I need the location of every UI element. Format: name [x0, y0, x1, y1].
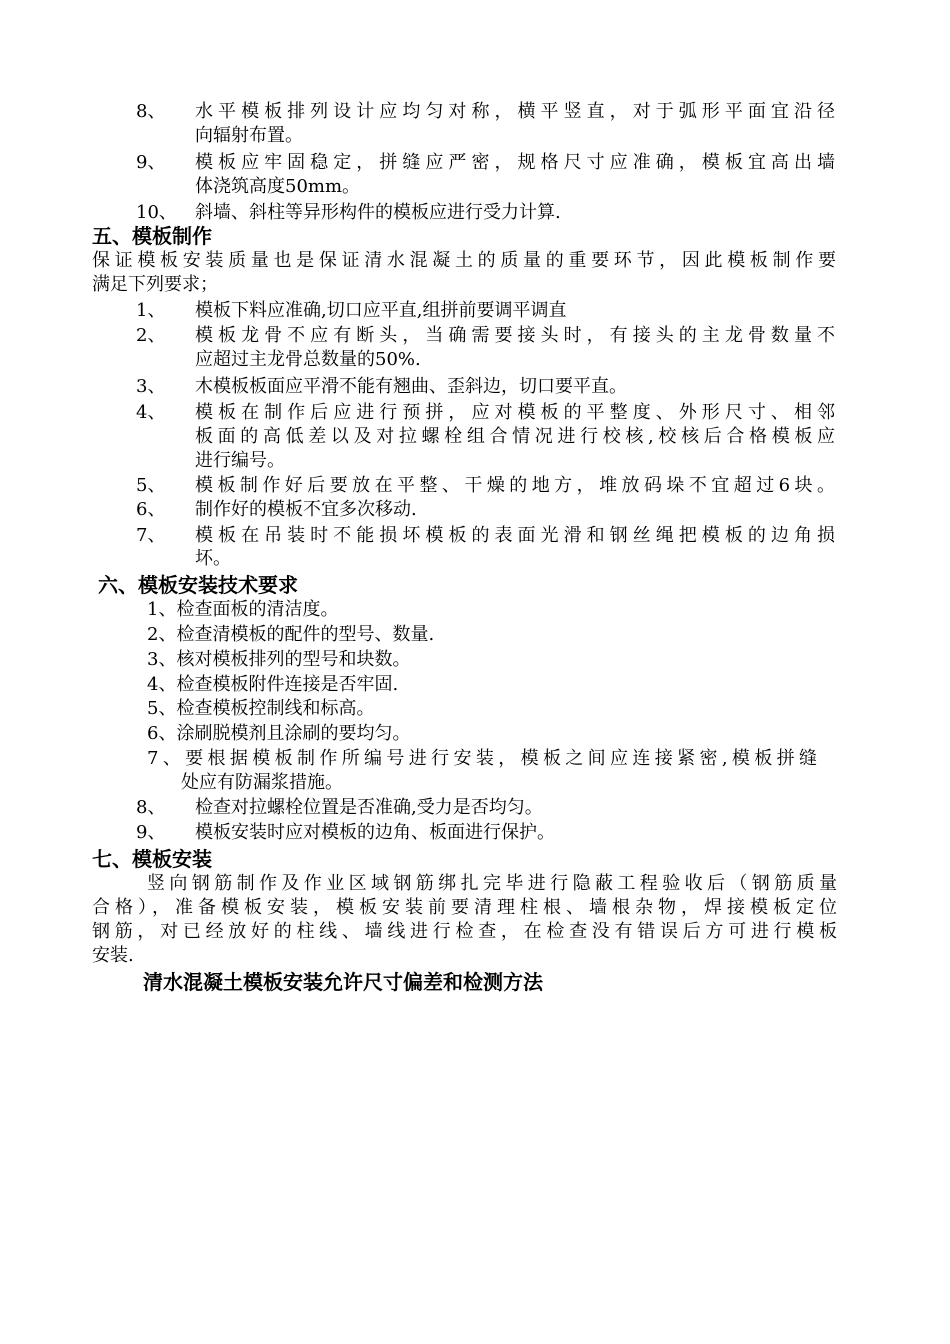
list-number: 2、 [136, 325, 166, 346]
table-title: 清水混凝土模板安装允许尺寸偏差和检测方法 [143, 970, 543, 994]
section-heading: 六、模板安装技术要求 [98, 573, 298, 597]
check-item: 5、检查模板控制线和标高。 [147, 698, 375, 719]
list-number: 8、 [136, 797, 166, 818]
list-number: 10、 [136, 202, 177, 223]
check-item: 处应有防漏浆措施。 [181, 772, 343, 793]
list-number: 3、 [136, 376, 166, 397]
list-number: 7、 [136, 525, 166, 546]
list-item-text: 模板龙骨不应有断头，当确需要接头时，有接头的主龙骨数量不 [195, 325, 835, 346]
check-item: 1、检查面板的清洁度。 [147, 599, 339, 620]
list-item-text: 坏。 [195, 548, 231, 569]
check-item: 7、要根据模板制作所编号进行安装，模板之间应连接紧密,模板拼缝 [147, 748, 817, 769]
list-item-text: 木模板板面应平滑不能有翘曲、歪斜边，切口要平直。 [195, 376, 627, 397]
list-item-text: 模板制作好后要放在平整、干燥的地方，堆放码垛不宜超过6块。 [195, 475, 835, 496]
list-number: 9、 [136, 152, 166, 173]
list-item-text: 向辐射布置。 [195, 125, 303, 146]
list-number: 1、 [136, 300, 166, 321]
list-item-text: 应超过主龙骨总数量的50%. [195, 349, 421, 370]
intro-text: 保证模板安装质量也是保证清水混凝土的质量的重要环节，因此模板制作要 [92, 250, 836, 271]
paragraph-line: 合格），准备模板安装，模板安装前要清理柱根、墙根杂物，焊接模板定位 [92, 897, 837, 918]
list-number: 5、 [136, 475, 166, 496]
list-item-text: 板面的高低差以及对拉螺栓组合情况进行校核,校核后合格模板应 [195, 426, 835, 447]
list-item-text: 斜墙、斜柱等异形构件的模板应进行受力计算. [195, 202, 561, 223]
paragraph-line: 竖向钢筋制作及作业区域钢筋绑扎完毕进行隐蔽工程验收后（钢筋质量 [147, 873, 837, 894]
check-item: 6、涂刷脱模剂且涂刷的要均匀。 [147, 723, 411, 744]
paragraph-line: 钢筋，对已经放好的柱线、墙线进行检查，在检查没有错误后方可进行模板 [92, 921, 837, 942]
list-item-text: 模板应牢固稳定，拼缝应严密，规格尺寸应准确，模板宜高出墙 [195, 152, 835, 173]
list-item-text: 模板安装时应对模板的边角、板面进行保护。 [195, 822, 555, 843]
list-item-text: 模板下料应准确,切口应平直,组拼前要调平调直 [195, 300, 567, 321]
list-item-text: 体浇筑高度50mm。 [195, 176, 361, 197]
list-item-text: 检查对拉螺栓位置是否准确,受力是否均匀。 [195, 797, 543, 818]
check-item: 4、检查模板附件连接是否牢固. [147, 674, 399, 695]
list-number: 6、 [136, 499, 166, 520]
list-item-text: 模板在制作后应进行预拼，应对模板的平整度、外形尺寸、相邻 [195, 402, 835, 423]
list-number: 4、 [136, 402, 166, 423]
list-number: 9、 [136, 822, 166, 843]
list-number: 8、 [136, 101, 166, 122]
check-item: 2、检查清模板的配件的型号、数量. [147, 624, 435, 645]
paragraph-line: 安装. [92, 945, 134, 966]
list-item-text: 制作好的模板不宜多次移动. [195, 499, 417, 520]
list-item-text: 水平模板排列设计应均匀对称，横平竖直，对于弧形平面宜沿径 [195, 101, 835, 122]
section-heading: 五、模板制作 [92, 224, 212, 248]
check-item: 3、核对模板排列的型号和块数。 [147, 649, 411, 670]
section-heading: 七、模板安装 [92, 847, 212, 871]
intro-text: 满足下列要求； [92, 274, 218, 295]
list-item-text: 模板在吊装时不能损坏模板的表面光滑和钢丝绳把模板的边角损 [195, 525, 835, 546]
list-item-text: 进行编号。 [195, 450, 285, 471]
